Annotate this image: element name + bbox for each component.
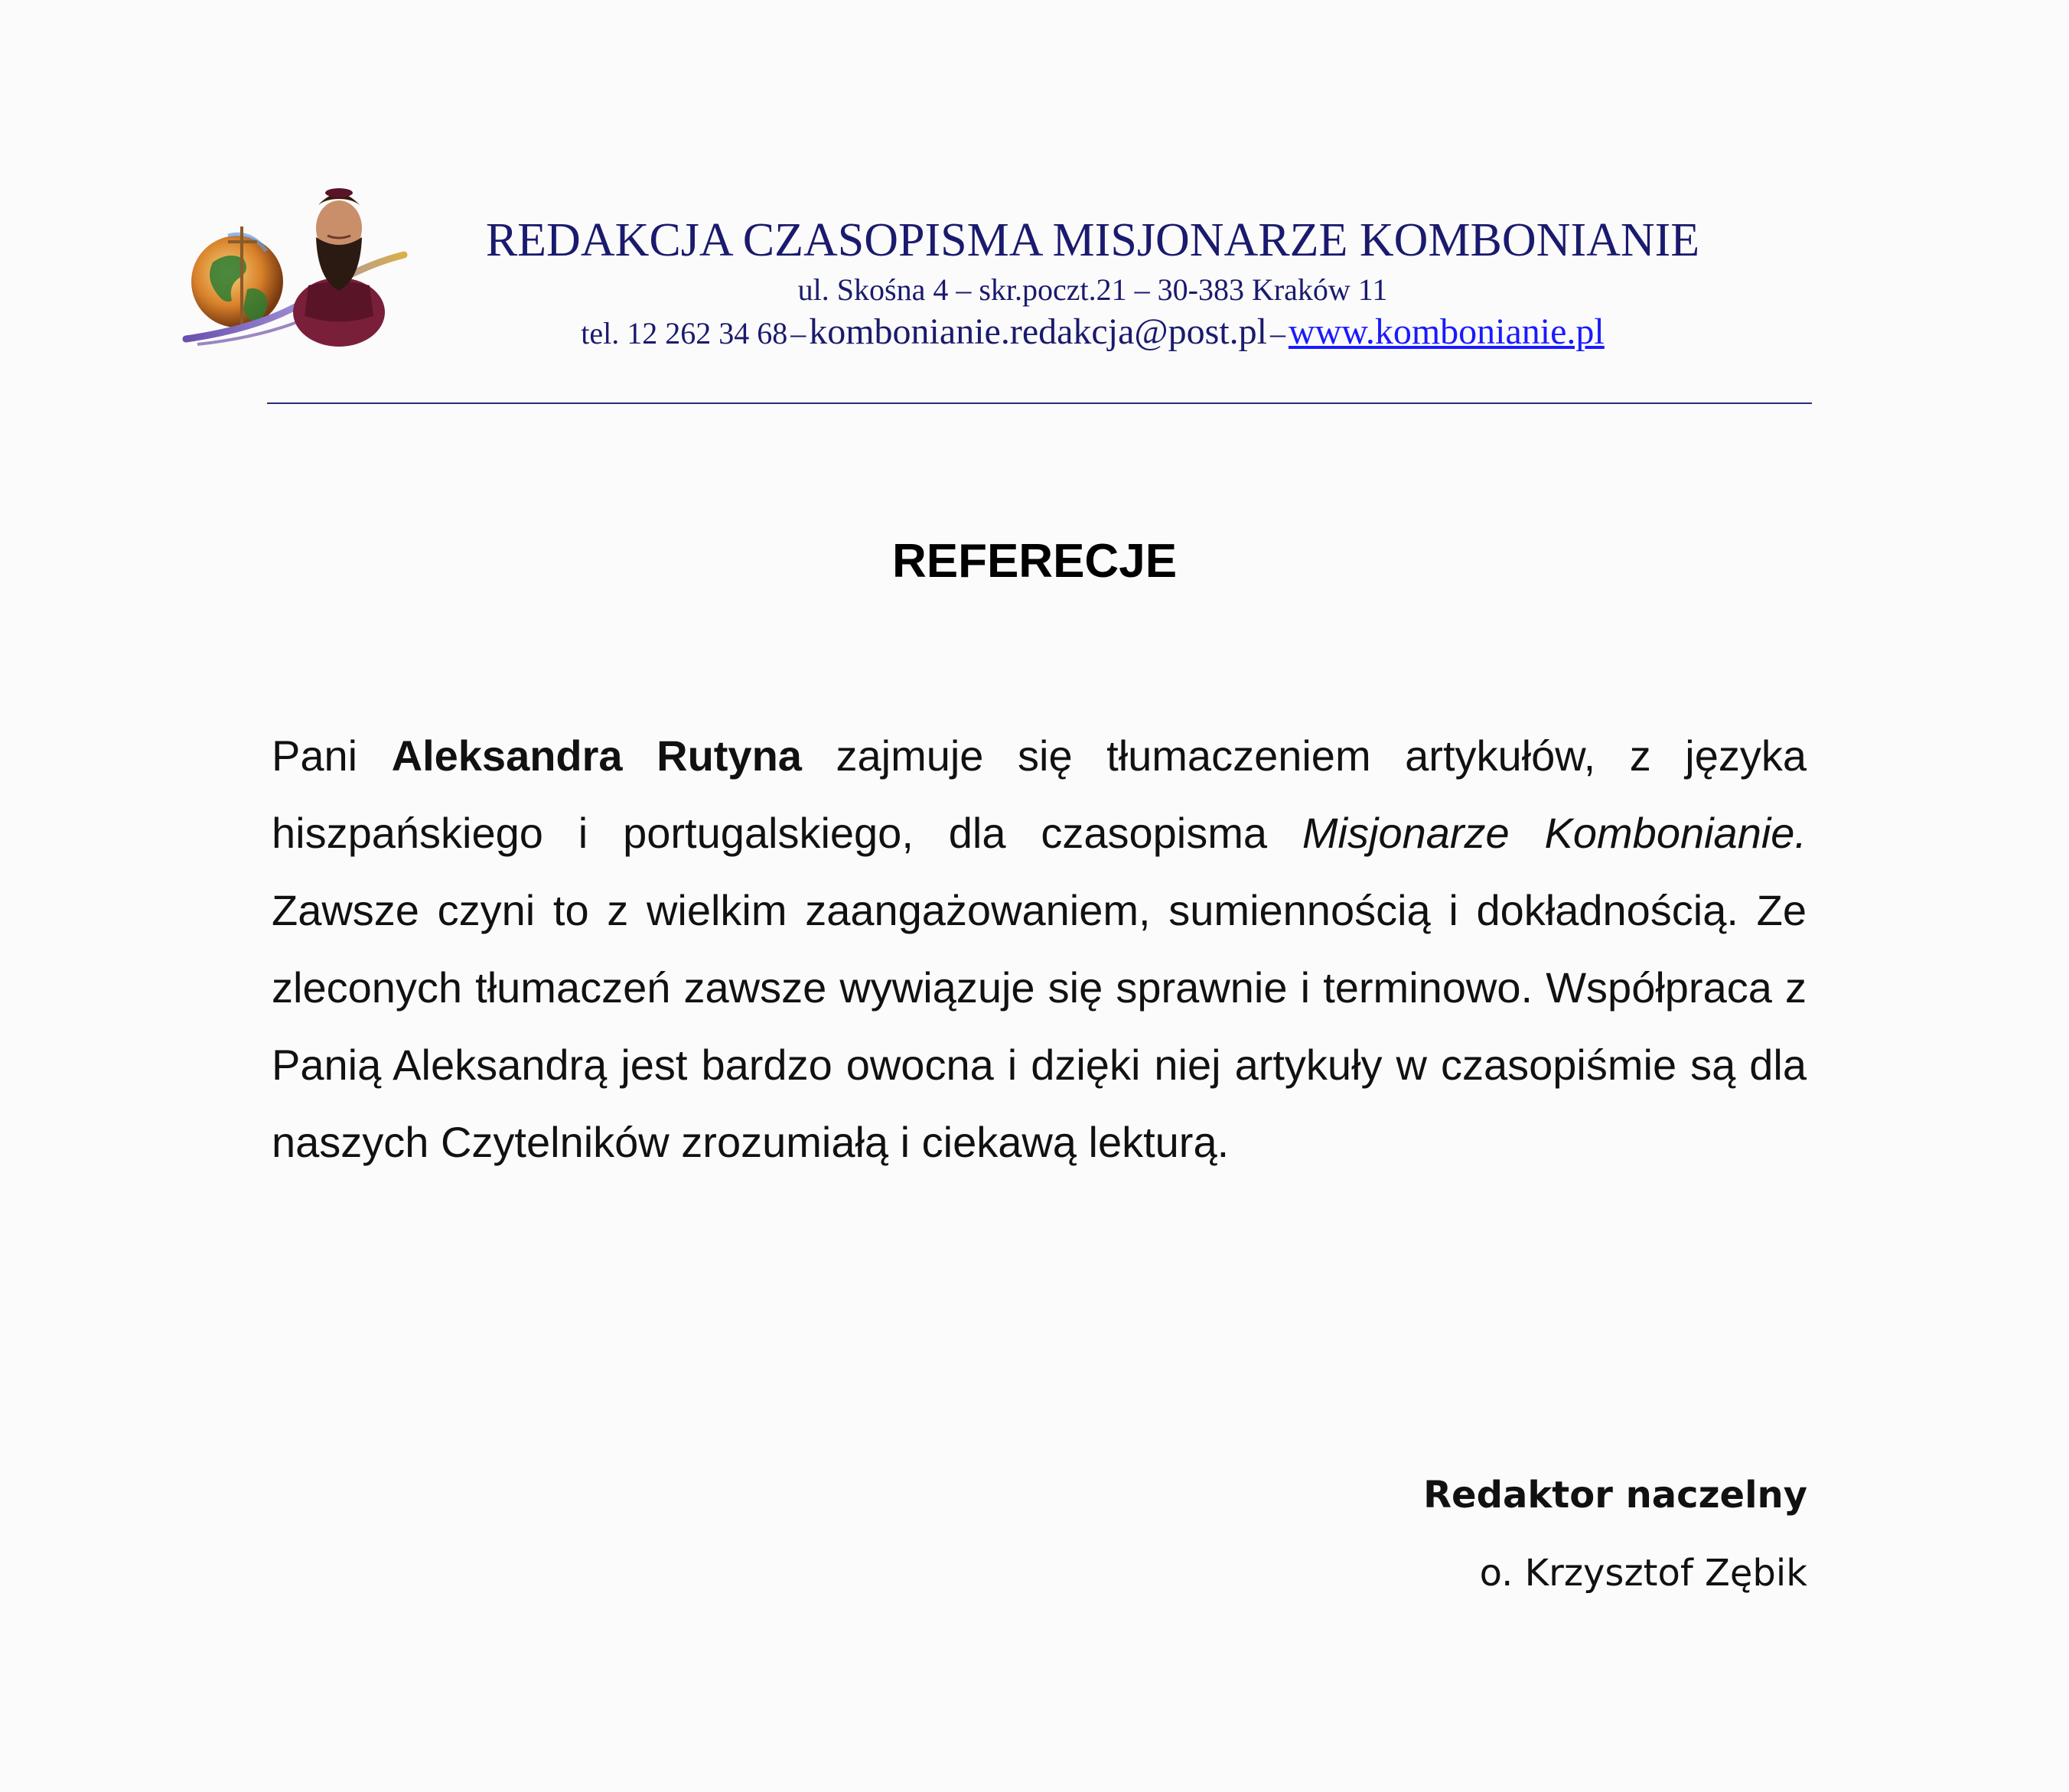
masthead-address: ul. Skośna 4 – skr.poczt.21 – 30-383 Kraków 11 xyxy=(797,272,1388,307)
paragraph-part-1: zajmuje się tłumaczeniem artykułów, z języka hiszpańskiego i portugalskiego, dla czasopisma xyxy=(272,731,1807,857)
paragraph-intro: Pani xyxy=(272,731,392,780)
separator: – xyxy=(790,316,806,350)
masthead-contact xyxy=(419,311,1766,352)
signature-block xyxy=(1423,1474,1807,1595)
separator: – xyxy=(1269,316,1285,350)
header-divider xyxy=(267,402,1812,404)
document-title: REFERECJE xyxy=(891,535,1178,588)
email-address[interactable]: kombonianie.redakcja@post.pl xyxy=(809,311,1267,352)
globe-portrait-logo-icon xyxy=(182,182,412,350)
reference-paragraph xyxy=(272,717,1807,1181)
magazine-name: Misjonarze Kombonianie. xyxy=(1302,809,1807,857)
paragraph-part-2: Zawsze czyni to z wielkim zaangażowaniem, sumiennością i dokładnością. Ze zleconych tłumaczeń zawsze wywiązuje się sprawnie i terminowo. Współpraca z Panią Aleksandrą jest bardzo owocna i dzięki niej artykuły w czasopiśmie są dla naszych Czytelników zrozumiałą i ciekawą lekturą. xyxy=(272,886,1807,1166)
signatory-name: o. Krzysztof Zębik xyxy=(1479,1552,1807,1595)
phone-number: tel. 12 262 34 68 xyxy=(581,316,788,350)
signatory-role: Redaktor naczelny xyxy=(1423,1474,1807,1517)
person-name: Aleksandra Rutyna xyxy=(391,731,802,780)
website-link[interactable]: www.kombonianie.pl xyxy=(1288,311,1605,352)
masthead-title: REDAKCJA CZASOPISMA MISJONARZE KOMBONIANIE xyxy=(485,214,1700,266)
